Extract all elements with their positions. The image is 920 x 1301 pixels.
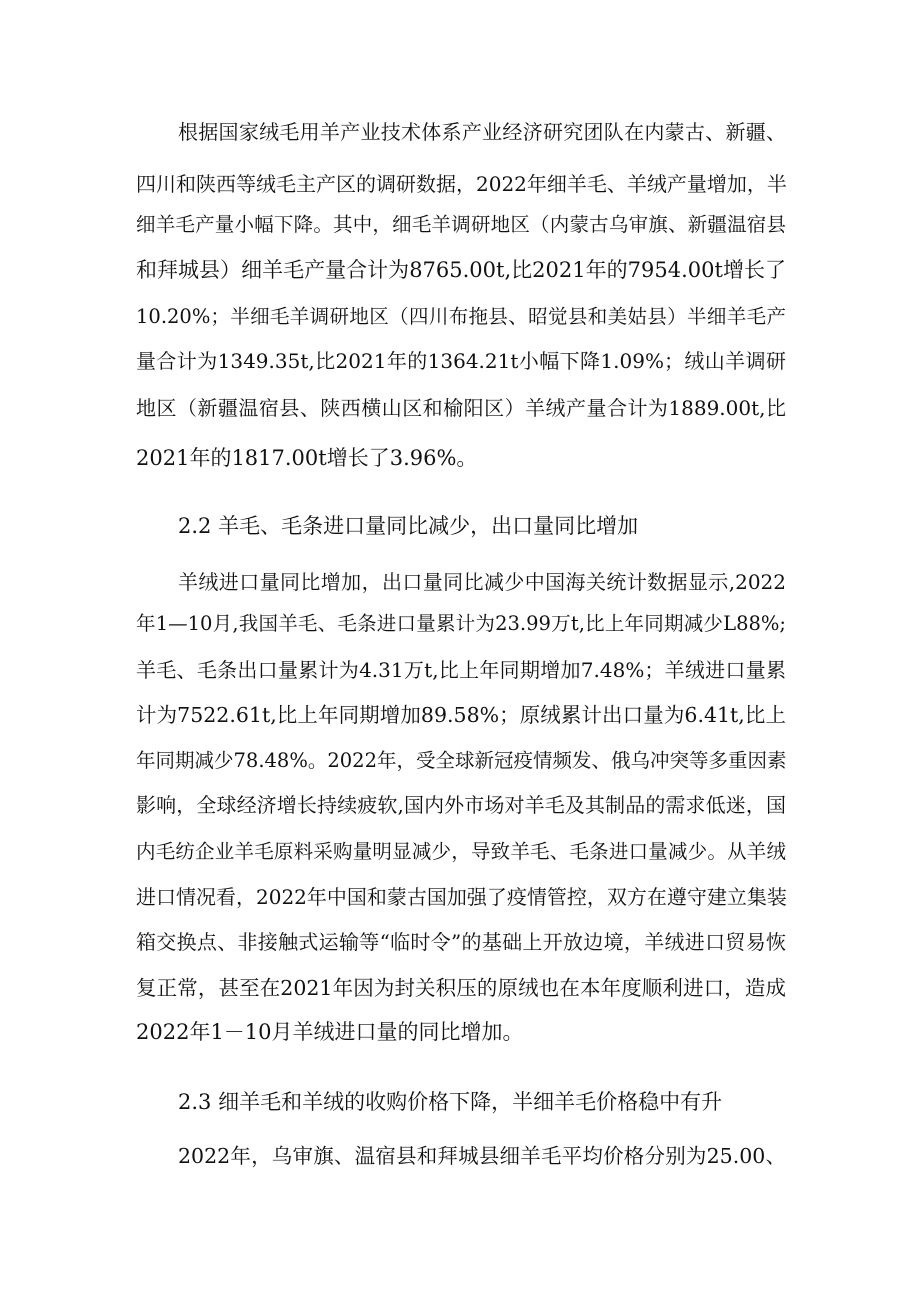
paragraph-2-line-8: 进口情况看，2022年中国和蒙古国加强了疫情管控，双方在遵守建立集装 (136, 885, 787, 909)
paragraph-2-line-7: 内毛纺企业羊毛原料采购量明显减少，导致羊毛、毛条进口量减少。从羊绒 (136, 840, 786, 863)
paragraph-2-line-4: 计为7522.61t,比上年同期增加89.58%；原绒累计出口量为6.41t,比上 (136, 703, 786, 727)
paragraph-2-line-9: 箱交换点、非接触式运输等“临时令”的基础上开放边境，羊绒进口贸易恢 (136, 930, 786, 954)
paragraph-1-line-3: 细羊毛产量小幅下降。其中，细毛羊调研地区（内蒙古乌审旗、新疆温宿县 (136, 213, 786, 236)
paragraph-1-line-5: 10.20%；半细毛羊调研地区（四川布拖县、昭觉县和美姑县）半细羊毛产 (136, 305, 786, 328)
paragraph-2-line-1: 羊绒进口量同比增加，出口量同比减少中国海关统计数据显示,2022 (178, 570, 786, 594)
paragraph-3-line-1: 2022年，乌审旗、温宿县和拜城县细羊毛平均价格分别为25.00、 (178, 1144, 786, 1168)
paragraph-1-line-6: 量合计为1349.35t,比2021年的1364.21t小幅下降1.09%；绒山羊调研 (136, 349, 786, 373)
paragraph-2-line-10: 复正常，甚至在2021年因为封关积压的原绒也在本年度顺利进口，造成 (136, 976, 786, 1000)
paragraph-1-line-4: 和拜城县）细羊毛产量合计为8765.00t,比2021年的7954.00t增长了 (136, 258, 786, 282)
section-heading-2-2: 2.2 羊毛、毛条进口量同比减少，出口量同比增加 (178, 514, 639, 538)
paragraph-2-line-6: 影响，全球经济增长持续疲软,国内外市场对羊毛及其制品的需求低迷，国 (136, 793, 786, 817)
section-heading-2-3: 2.3 细羊毛和羊绒的收购价格下降，半细羊毛价格稳中有升 (178, 1090, 723, 1114)
paragraph-1-line-1: 根据国家绒毛用羊产业技术体系产业经济研究团队在内蒙古、新疆、 (178, 120, 786, 144)
paragraph-2-line-11: 2022年1－10月羊绒进口量的同比增加。 (136, 1020, 524, 1044)
paragraph-2-line-2: 年1—10月,我国羊毛、毛条进口量累计为23.99万t,比上年同期减少L88%; (136, 612, 786, 635)
paragraph-1-line-7: 地区（新疆温宿县、陕西横山区和榆阳区）羊绒产量合计为1889.00t,比 (136, 396, 786, 420)
paragraph-1-line-8: 2021年的1817.00t增长了3.96%。 (136, 446, 478, 470)
paragraph-2-line-3: 羊毛、毛条出口量累计为4.31万t,比上年同期增加7.48%；羊绒进口量累 (136, 658, 786, 682)
paragraph-2-line-5: 年同期减少78.48%。2022年，受全球新冠疫情频发、俄乌冲突等多重因素 (136, 749, 787, 772)
paragraph-1-line-2: 四川和陕西等绒毛主产区的调研数据，2022年细羊毛、羊绒产量增加，半 (136, 172, 787, 196)
